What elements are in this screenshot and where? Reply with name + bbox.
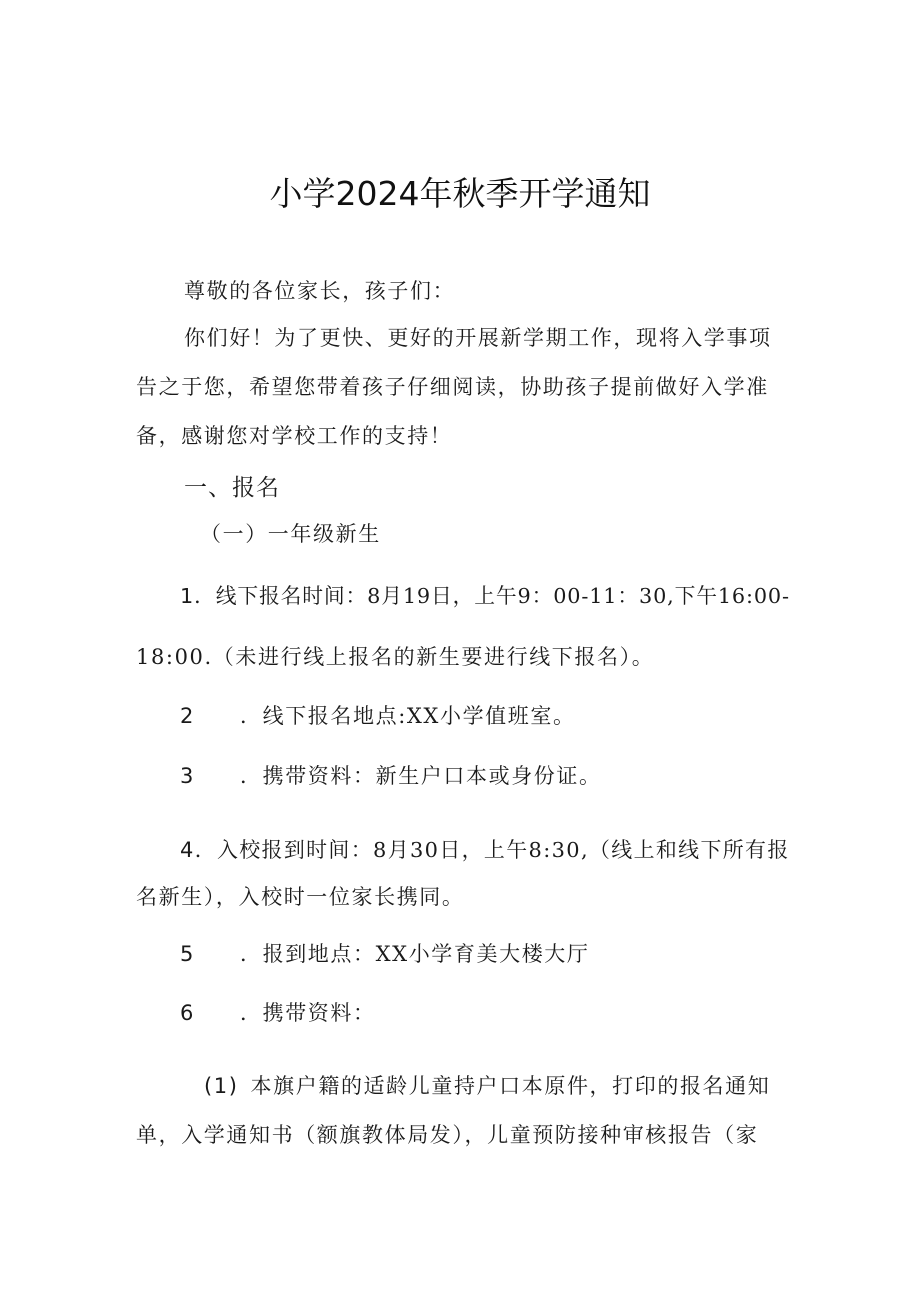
subheading-first-grade: （一）一年级新生 bbox=[200, 522, 381, 546]
section-heading-registration: 一、报名 bbox=[184, 475, 280, 501]
list-item-5 bbox=[180, 944, 590, 965]
intro-line-1: 你们好！为了更快、更好的开展新学期工作，现将入学事项 bbox=[184, 326, 772, 350]
sub-item-label: (1) bbox=[204, 1074, 239, 1098]
list-item-1-continued: 18:00.（未进行线上报名的新生要进行线下报名）。 bbox=[136, 645, 655, 669]
item-number: 1 bbox=[180, 584, 195, 608]
list-item-1 bbox=[180, 586, 790, 607]
item-text: ．携带资料： bbox=[240, 1001, 376, 1025]
intro-line-3: 备，感谢您对学校工作的支持！ bbox=[136, 424, 453, 448]
sub-item-text: 本旗户籍的适龄儿童持户口本原件，打印的报名通知 bbox=[250, 1074, 771, 1098]
item-number: 4 bbox=[180, 838, 195, 862]
list-item-4 bbox=[180, 840, 790, 861]
list-item-2 bbox=[180, 706, 576, 727]
item-number: 3 bbox=[180, 764, 195, 788]
salutation: 尊敬的各位家长，孩子们： bbox=[184, 279, 456, 303]
sub-item-1 bbox=[204, 1076, 770, 1097]
intro-line-2: 告之于您，希望您带着孩子仔细阅读，协助孩子提前做好入学准 bbox=[136, 375, 769, 399]
list-item-6 bbox=[180, 1003, 376, 1024]
item-text: ．入校报到时间：8月30日，上午8:30,（线上和线下所有报 bbox=[194, 838, 790, 862]
item-number: 2 bbox=[180, 704, 195, 728]
item-text: ．线下报名时间：8月19日，上午9：00-11：30,下午16:00- bbox=[194, 584, 790, 608]
item-number: 5 bbox=[180, 942, 195, 966]
list-item-3 bbox=[180, 766, 602, 787]
item-text: ．报到地点：XX小学育美大楼大厅 bbox=[240, 942, 590, 966]
item-text: ．携带资料：新生户口本或身份证。 bbox=[240, 764, 602, 788]
list-item-4-continued: 名新生），入校时一位家长携同。 bbox=[136, 885, 465, 909]
item-text: ．线下报名地点:XX小学值班室。 bbox=[240, 704, 576, 728]
item-number: 6 bbox=[180, 1001, 195, 1025]
sub-item-1-continued: 单，入学通知书（额旗教体局发），儿童预防接种审核报告（家 bbox=[136, 1123, 759, 1147]
page-title: 小学2024年秋季开学通知 bbox=[269, 174, 651, 213]
